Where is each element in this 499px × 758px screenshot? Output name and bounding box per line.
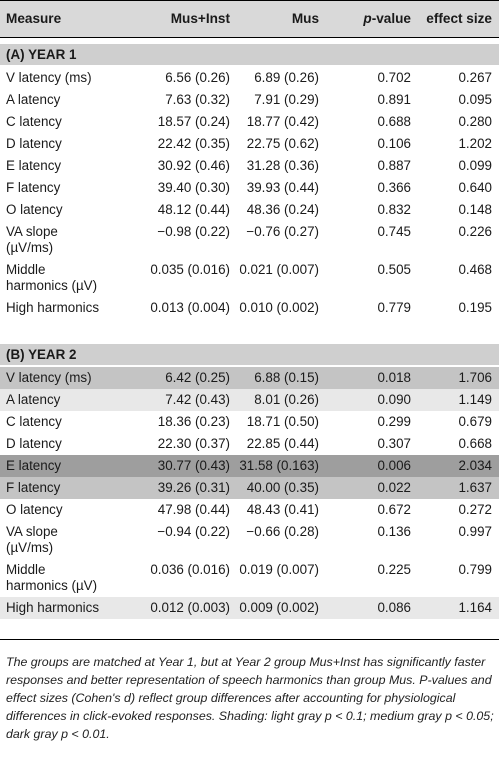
cell-mus-inst: −0.94 (0.22) <box>157 524 230 539</box>
table-caption: The groups are matched at Year 1, but at Year 2 group Mus+Inst has significantly faster responses and better representation of speech harmonics than group Mus. P-values and effect sizes (Cohen's d) reflect group differences after accounting for physiological differences in click-evoked responses. Shading: light gray p < 0.1; medium gray p < 0.05; dark gray p < 0.01. <box>6 655 494 741</box>
table-row <box>0 297 499 319</box>
cell-measure: Middle <box>6 562 46 577</box>
table-header <box>0 0 499 38</box>
table-row <box>0 177 499 199</box>
cell-p-value: 0.887 <box>377 158 411 173</box>
table-row <box>0 199 499 221</box>
cell-effect-size: 0.668 <box>458 436 492 451</box>
cell-p-value: 0.745 <box>377 224 411 239</box>
cell-effect-size: 0.468 <box>458 262 492 277</box>
cell-measure: O latency <box>6 502 63 517</box>
cell-measure: C latency <box>6 414 62 429</box>
cell-mus-inst: 0.035 (0.016) <box>150 262 230 277</box>
cell-measure: High harmonics <box>6 600 100 615</box>
cell-p-value: 0.018 <box>377 370 411 385</box>
cell-effect-size: 0.226 <box>458 224 492 239</box>
cell-effect-size: 1.164 <box>458 600 492 615</box>
cell-measure: E latency <box>6 158 62 173</box>
cell-measure: V latency (ms) <box>6 370 92 385</box>
header-effect-size: effect size <box>426 11 492 26</box>
cell-measure-line-2: (µV/ms) <box>6 540 54 555</box>
table-row <box>0 133 499 155</box>
cell-effect-size: 0.099 <box>458 158 492 173</box>
cell-effect-size: 0.148 <box>458 202 492 217</box>
header-p-value-suffix: -value <box>371 11 411 26</box>
cell-mus: 22.85 (0.44) <box>246 436 319 451</box>
table-row <box>0 367 499 389</box>
cell-mus: 39.93 (0.44) <box>246 180 319 195</box>
cell-mus: −0.76 (0.27) <box>246 224 319 239</box>
cell-effect-size: 0.679 <box>458 414 492 429</box>
cell-p-value: 0.086 <box>377 600 411 615</box>
table-row <box>0 477 499 499</box>
cell-mus: 18.71 (0.50) <box>246 414 319 429</box>
cell-p-value: 0.672 <box>377 502 411 517</box>
cell-measure-line-2: (µV/ms) <box>6 240 54 255</box>
cell-measure: D latency <box>6 436 62 451</box>
table-row <box>0 411 499 433</box>
cell-measure: D latency <box>6 136 62 151</box>
cell-p-value: 0.006 <box>377 458 411 473</box>
cell-measure: Middle <box>6 262 46 277</box>
table-row <box>0 559 499 597</box>
cell-mus: 6.88 (0.15) <box>254 370 319 385</box>
table-row <box>0 221 499 259</box>
cell-mus: −0.66 (0.28) <box>246 524 319 539</box>
cell-mus-inst: 0.012 (0.003) <box>150 600 230 615</box>
cell-effect-size: 1.637 <box>458 480 492 495</box>
cell-p-value: 0.299 <box>377 414 411 429</box>
cell-measure: A latency <box>6 92 61 107</box>
cell-mus-inst: 39.40 (0.30) <box>157 180 230 195</box>
table-row <box>0 89 499 111</box>
header-p-value: p-value <box>363 11 411 26</box>
cell-measure-line-2: harmonics (µV) <box>6 578 98 593</box>
cell-effect-size: 0.280 <box>458 114 492 129</box>
header-measure: Measure <box>6 11 62 26</box>
section-year-2-label: (B) YEAR 2 <box>6 347 77 362</box>
cell-p-value: 0.307 <box>377 436 411 451</box>
cell-mus-inst: 30.77 (0.43) <box>157 458 230 473</box>
cell-measure: High harmonics <box>6 300 100 315</box>
cell-measure: V latency (ms) <box>6 70 92 85</box>
cell-p-value: 0.366 <box>377 180 411 195</box>
cell-measure: VA slope <box>6 224 58 239</box>
cell-p-value: 0.832 <box>377 202 411 217</box>
cell-mus: 0.009 (0.002) <box>239 600 319 615</box>
cell-mus-inst: 6.56 (0.26) <box>165 70 230 85</box>
cell-mus-inst: −0.98 (0.22) <box>157 224 230 239</box>
section-year-1-label: (A) YEAR 1 <box>6 47 77 62</box>
cell-p-value: 0.505 <box>377 262 411 277</box>
cell-effect-size: 2.034 <box>458 458 492 473</box>
cell-measure: E latency <box>6 458 62 473</box>
cell-mus-inst: 18.57 (0.24) <box>157 114 230 129</box>
cell-mus: 22.75 (0.62) <box>246 136 319 151</box>
cell-mus-inst: 0.036 (0.016) <box>150 562 230 577</box>
cell-measure: O latency <box>6 202 63 217</box>
table-row <box>0 67 499 89</box>
cell-effect-size: 0.272 <box>458 502 492 517</box>
table-row <box>0 259 499 297</box>
cell-mus-inst: 6.42 (0.25) <box>165 370 230 385</box>
cell-effect-size: 0.267 <box>458 70 492 85</box>
cell-mus: 0.019 (0.007) <box>239 562 319 577</box>
cell-p-value: 0.779 <box>377 300 411 315</box>
cell-mus: 31.28 (0.36) <box>246 158 319 173</box>
cell-mus-inst: 18.36 (0.23) <box>157 414 230 429</box>
cell-mus-inst: 7.42 (0.43) <box>165 392 230 407</box>
table-bottom-rule <box>0 639 499 640</box>
table-row <box>0 499 499 521</box>
cell-p-value: 0.090 <box>377 392 411 407</box>
cell-effect-size: 0.095 <box>458 92 492 107</box>
cell-mus: 0.010 (0.002) <box>239 300 319 315</box>
cell-p-value: 0.688 <box>377 114 411 129</box>
header-mus-inst: Mus+Inst <box>170 11 230 26</box>
cell-mus-inst: 48.12 (0.44) <box>157 202 230 217</box>
table-row <box>0 111 499 133</box>
table-row <box>0 389 499 411</box>
cell-effect-size: 0.997 <box>458 524 492 539</box>
cell-mus: 48.36 (0.24) <box>246 202 319 217</box>
cell-p-value: 0.225 <box>377 562 411 577</box>
table-row <box>0 455 499 477</box>
cell-p-value: 0.022 <box>377 480 411 495</box>
table-row <box>0 155 499 177</box>
section-year-2 <box>0 344 499 365</box>
cell-effect-size: 0.799 <box>458 562 492 577</box>
cell-measure: F latency <box>6 480 61 495</box>
cell-measure: VA slope <box>6 524 58 539</box>
cell-mus: 6.89 (0.26) <box>254 70 319 85</box>
cell-effect-size: 0.640 <box>458 180 492 195</box>
cell-mus: 7.91 (0.29) <box>254 92 319 107</box>
cell-mus: 18.77 (0.42) <box>246 114 319 129</box>
cell-effect-size: 0.195 <box>458 300 492 315</box>
table-row <box>0 597 499 619</box>
cell-p-value: 0.106 <box>377 136 411 151</box>
cell-mus: 8.01 (0.26) <box>254 392 319 407</box>
cell-mus: 0.021 (0.007) <box>239 262 319 277</box>
table-row <box>0 521 499 559</box>
cell-p-value: 0.702 <box>377 70 411 85</box>
cell-p-value: 0.891 <box>377 92 411 107</box>
cell-mus-inst: 7.63 (0.32) <box>165 92 230 107</box>
table-row <box>0 433 499 455</box>
cell-mus-inst: 39.26 (0.31) <box>157 480 230 495</box>
section-year-1 <box>0 44 499 65</box>
cell-measure: F latency <box>6 180 61 195</box>
cell-measure: A latency <box>6 392 61 407</box>
cell-measure: C latency <box>6 114 62 129</box>
cell-p-value: 0.136 <box>377 524 411 539</box>
cell-effect-size: 1.202 <box>458 136 492 151</box>
cell-effect-size: 1.706 <box>458 370 492 385</box>
cell-mus-inst: 30.92 (0.46) <box>157 158 230 173</box>
cell-mus: 40.00 (0.35) <box>246 480 319 495</box>
cell-mus: 48.43 (0.41) <box>246 502 319 517</box>
cell-mus-inst: 0.013 (0.004) <box>150 300 230 315</box>
cell-mus-inst: 22.30 (0.37) <box>157 436 230 451</box>
header-mus: Mus <box>291 11 319 26</box>
cell-mus: 31.58 (0.163) <box>239 458 319 473</box>
cell-mus-inst: 22.42 (0.35) <box>157 136 230 151</box>
cell-mus-inst: 47.98 (0.44) <box>157 502 230 517</box>
cell-effect-size: 1.149 <box>458 392 492 407</box>
cell-measure-line-2: harmonics (µV) <box>6 278 98 293</box>
